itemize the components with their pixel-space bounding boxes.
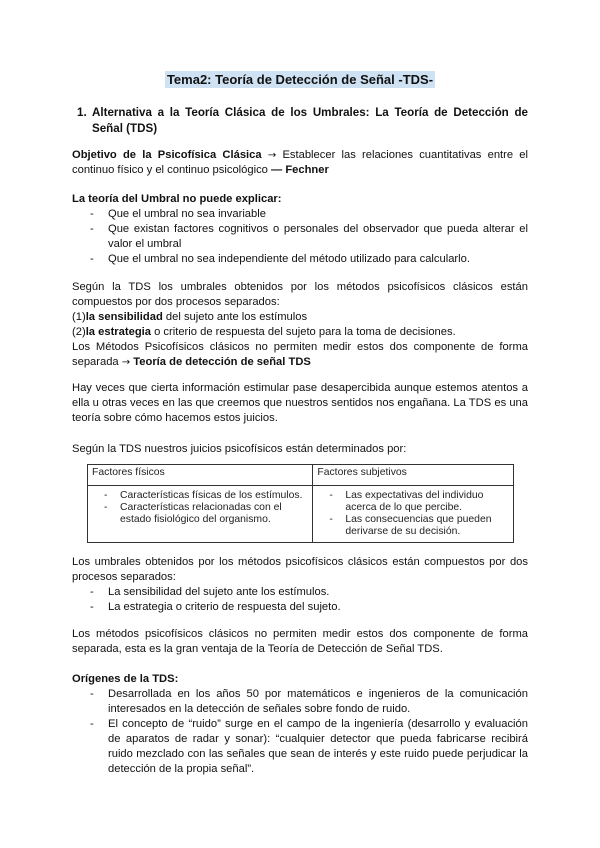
objective-author: Fechner <box>285 164 329 176</box>
threshold-list <box>72 207 528 267</box>
arrow-icon: → <box>267 150 277 161</box>
methods-line <box>72 340 528 370</box>
thresholds-text: Los umbrales obtenidos por los métodos psicofísicos clásicos están compuestos por dos procesos separados: <box>72 556 528 583</box>
objective-text: Establecer las relaciones cuantitativas entre el continuo físico y el continuo psicológico <box>72 149 529 176</box>
list-item: - Las consecuencias que pueden derivarse de su decisión. <box>313 514 507 538</box>
thresholds-list <box>72 585 528 615</box>
list-item: - Las expectativas del individuo acerca de lo que percibe. <box>313 490 507 514</box>
section-heading-text: Alternativa a la Teoría Clásica de los Umbrales: La Teoría de Detección de Señal (TDS) <box>92 106 528 135</box>
list-item: - La estrategia o criterio de respuesta del sujeto. <box>72 600 528 615</box>
process-1 <box>72 310 528 325</box>
process-1-bold: la sensibilidad <box>85 311 163 323</box>
list-item: - Desarrollada en los años 50 por matemáticos e ingenieros de la comunicación interesados en la detección de señales sobre fondo de ruido. <box>72 687 528 717</box>
page-title: Tema2: Teoría de Detección de Señal -TDS- <box>166 72 434 87</box>
factors-table <box>87 464 514 543</box>
objective-paragraph <box>72 148 528 178</box>
process-2-number: (2) <box>72 326 86 338</box>
process-1-number: (1) <box>72 311 86 323</box>
process-2 <box>72 325 528 340</box>
attention-paragraph: Hay veces que cierta información estimular pase desapercibida aunque estemos atentos a ella u otras veces en las que creemos que nuestros sentidos nos engañana. La TDS es una teoría sobre cómo hacemos estos juicios. <box>72 382 528 424</box>
process-2-bold: la estrategia <box>85 326 151 338</box>
physical-factors-cell <box>88 486 313 543</box>
arrow-icon: → <box>121 357 131 368</box>
process-1-text: del sujeto ante los estímulos <box>165 311 308 323</box>
page-title-wrapper <box>0 72 600 89</box>
threshold-heading: La teoría del Umbral no puede explicar: <box>72 193 282 205</box>
list-item: - Características físicas de los estímulos. <box>88 490 306 502</box>
judgments-paragraph: Según la TDS nuestros juicios psicofísicos están determinados por: <box>72 443 407 455</box>
origins-heading: Orígenes de la TDS: <box>72 673 179 685</box>
objective-label: Objetivo de la Psicofísica Clásica <box>72 149 262 161</box>
list-item: - Que el umbral no sea invariable <box>72 207 528 222</box>
table-row <box>88 486 514 543</box>
list-item: - Que existan factores cognitivos o personales del observador que pueda alterar el valor el umbral <box>72 222 528 252</box>
list-item: - La sensibilidad del sujeto ante los estímulos. <box>72 585 528 600</box>
origins-section <box>72 672 528 777</box>
origins-list <box>72 687 528 777</box>
table-header-row <box>88 465 514 486</box>
subjective-factors-cell <box>313 486 514 543</box>
list-item: - El concepto de “ruido” surge en el campo de la ingeniería (desarrollo y evaluación de aparatos de radar y sonar): “cualquier detector que pueda fabricarse recibirá ruido mezclado con las señales que sean de interés y este ruido puede perjudicar la detección de la propia señal”. <box>72 717 528 777</box>
section-number: 1. <box>77 106 87 119</box>
list-item: - Características relacionadas con el estado fisiológico del organismo. <box>88 502 306 526</box>
processes-intro: Según la TDS los umbrales obtenidos por los métodos psicofísicos clásicos están compuestos por dos procesos separados: <box>72 281 528 308</box>
thresholds-paragraph <box>72 555 528 615</box>
methods-bold: Teoría de detección de señal TDS <box>133 356 311 368</box>
threshold-section <box>72 192 528 267</box>
process-2-text: o criterio de respuesta del sujeto para la toma de decisiones. <box>154 326 456 338</box>
table-header-physical: Factores físicos <box>88 465 313 486</box>
objective-dash: — <box>271 164 283 176</box>
processes-paragraph <box>72 280 528 370</box>
list-item: - Que el umbral no sea independiente del método utilizado para calcularlo. <box>72 252 528 267</box>
methods-text: Los Métodos Psicofísicos clásicos no permiten medir estos dos componente de forma separada <box>72 341 528 368</box>
table-header-subjective: Factores subjetivos <box>313 465 514 486</box>
advantage-paragraph: Los métodos psicofísicos clásicos no permiten medir estos dos componente de forma separada, esta es la gran ventaja de la Teoría de Detección de Señal TDS. <box>72 628 528 655</box>
section-heading <box>77 105 528 137</box>
